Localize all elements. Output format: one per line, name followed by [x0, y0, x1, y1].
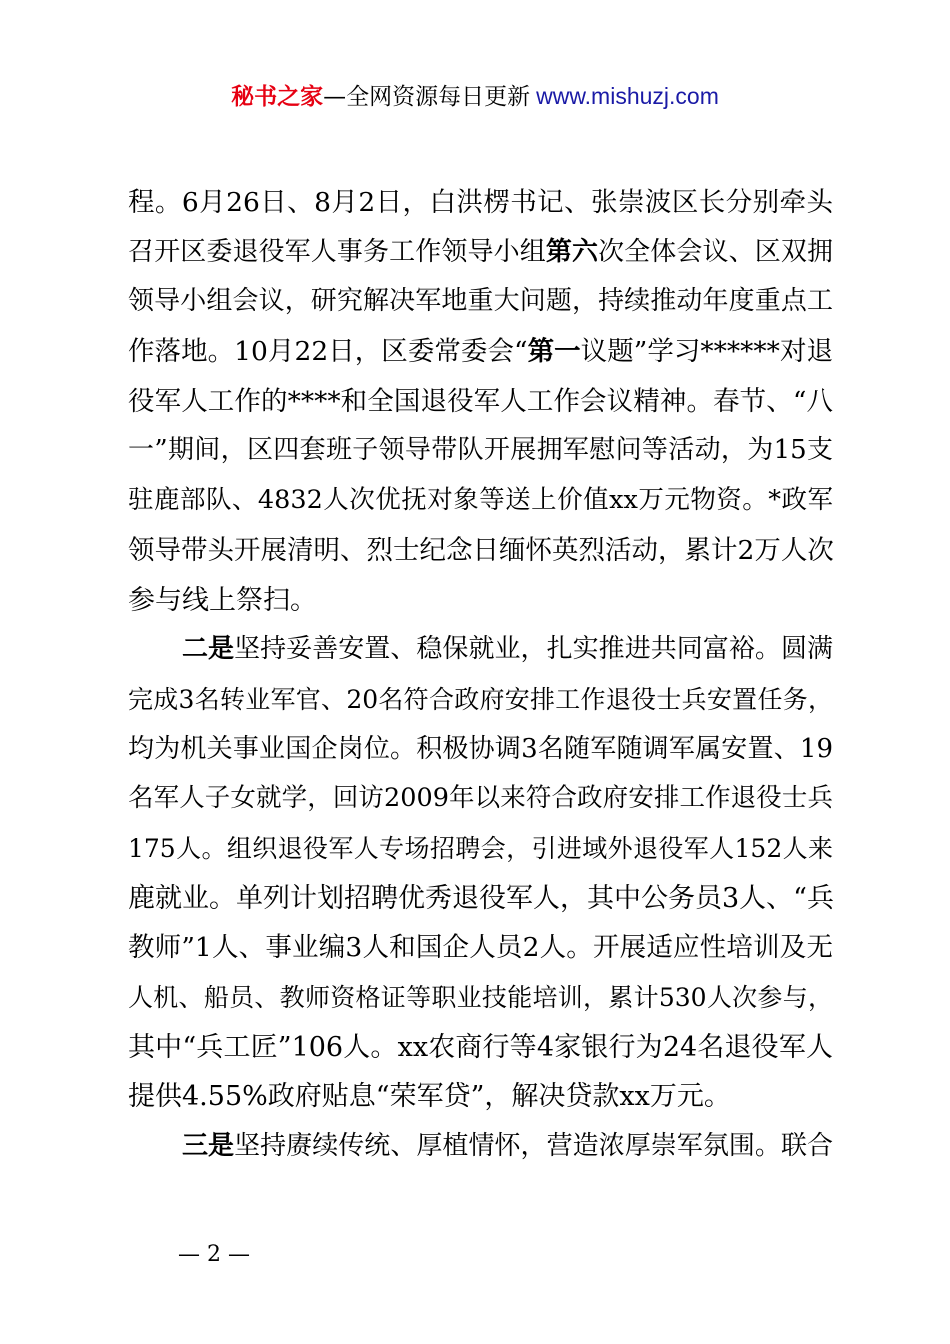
body-line-7: 驻鹿部队、4832人次优抚对象等送上价值xx万元物资。*政军: [128, 485, 833, 516]
site-slogan: —全网资源每日更新: [323, 84, 531, 110]
body-line-13: 名军人子女就学，回访2009年以来符合政府安排工作退役士兵: [128, 783, 833, 814]
section-marker-2: 二是: [182, 634, 235, 665]
body-line-3: 领导小组会议，研究解决军地重大问题，持续推动年度重点工: [128, 286, 833, 317]
body-line-5: 役军人工作的****和全国退役军人工作会议精神。春节、“八: [128, 385, 833, 417]
site-header: [0, 80, 950, 113]
body-line-9: 参与线上祭扫。: [128, 584, 317, 616]
page-number: — 2 —: [178, 1242, 250, 1267]
body-line-15: 鹿就业。单列计划招聘优秀退役军人，其中公务员3人、“兵: [128, 882, 834, 914]
body-line-14: 175人。组织退役军人专场招聘会，引进域外退役军人152人来: [128, 833, 833, 863]
body-line-17: 人机、船员、教师资格证等职业技能培训，累计530人次参与，: [128, 983, 833, 1012]
section-marker-3: 三是: [182, 1131, 235, 1162]
body-line-10: 二是坚持妥善安置、稳保就业，扎实推进共同富裕。圆满: [182, 634, 833, 665]
body-line-11: 完成3名转业军官、20名符合政府安排工作退役士兵安置任务，: [128, 684, 833, 714]
body-line-16: 教师”1人、事业编3人和国企人员2人。开展适应性培训及无: [128, 932, 833, 964]
body-line-4: 作落地。10月22日，区委常委会“第一议题”学习******对退: [128, 336, 833, 368]
site-url[interactable]: www.mishuzj.com: [536, 83, 719, 109]
body-line-12: 均为机关事业国企岗位。积极协调3名随军随调军属安置、19: [128, 733, 833, 764]
body-line-20: 三是坚持赓续传统、厚植情怀，营造浓厚崇军氛围。联合: [182, 1131, 833, 1162]
body-line-19: 提供4.55%政府贴息“荣军贷”，解决贷款xx万元。: [128, 1081, 731, 1113]
body-line-2: 召开区委退役军人事务工作领导小组第六次全体会议、区双拥: [128, 236, 833, 267]
body-line-18: 其中“兵工匠”106人。xx农商行等4家银行为24名退役军人: [128, 1031, 833, 1063]
document-body: [128, 178, 833, 1172]
body-line-6: 一”期间，区四套班子领导带队开展拥军慰问等活动，为15支: [128, 435, 833, 466]
site-brand: 秘书之家: [231, 84, 324, 110]
body-line-8: 领导带头开展清明、烈士纪念日缅怀英烈活动，累计2万人次: [128, 534, 834, 566]
body-line-1: 程。6月26日、8月2日，白洪楞书记、张崇波区长分别牵头: [128, 187, 833, 218]
